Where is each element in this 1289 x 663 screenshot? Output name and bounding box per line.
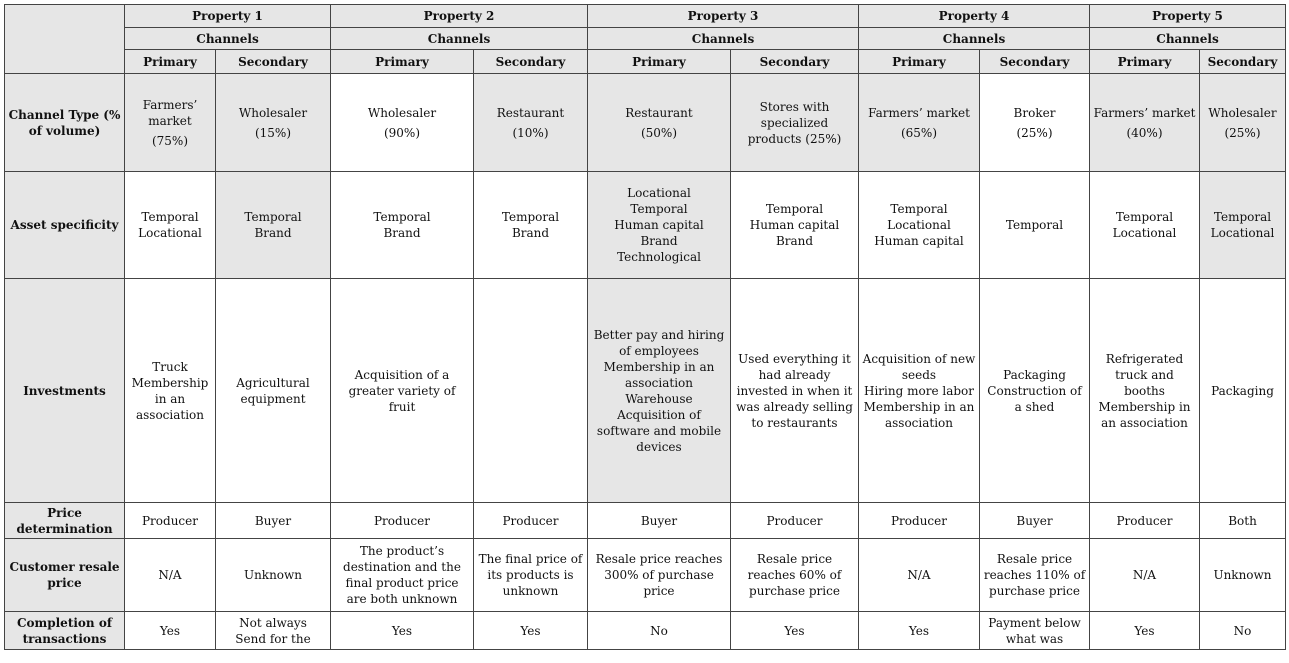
cell-text: Brand [775,234,814,248]
cell-text: (75%) [151,133,189,148]
cell-text: Temporal [141,210,199,224]
cell-text: Brand [640,234,678,248]
table-cell [731,279,859,503]
table-cell [125,539,216,612]
cell-text: Membership in an association [863,399,975,430]
table-cell [216,612,331,650]
cell-text: Buyer [640,513,678,528]
cell-text: Producer [766,513,823,528]
table-cell [474,172,588,279]
cell-text: Wholesaler [1208,105,1277,120]
table-cell [588,172,731,279]
cell-text: Locational [138,226,202,240]
table-cell [216,539,331,612]
cell-text: Temporal [1213,210,1272,224]
cell-text: Resale price reaches 60% of purchase price [747,552,842,598]
cell-text: Unknown [1213,568,1272,582]
table-cell [980,279,1090,503]
cell-text: Resale price reaches 110% of purchase price [983,552,1086,598]
cell-text: Human capital [874,234,964,248]
table-cell [1200,503,1286,539]
channels-header: Channels [125,28,331,50]
cell-text: Producer [141,513,198,528]
cell-text: (15%) [254,125,292,140]
table-cell [331,74,474,172]
cell-text: Warehouse [625,391,693,406]
table-cell [731,539,859,612]
cell-text: Locational [1210,226,1275,240]
table-cell [216,172,331,279]
cell-text: Restaurant [496,105,565,120]
cell-text: Payment below what was [988,615,1081,646]
corner-cell [5,5,125,74]
cell-text: Brand [383,226,421,240]
cell-text: Temporal [1115,210,1174,224]
cell-text: Restaurant [625,105,693,120]
table-cell [980,539,1090,612]
cell-text: Human capital [749,218,840,232]
cell-text: N/A [1132,568,1157,582]
cell-text: Buyer [1016,513,1053,528]
table-cell [859,612,980,650]
table-cell [1090,74,1200,172]
cell-text: Locational [887,218,951,232]
cell-text: No [1233,623,1252,638]
table-cell [980,612,1090,650]
cell-text: Temporal [244,210,302,224]
table-body [5,74,1286,650]
secondary-header: Secondary [731,50,859,74]
cell-text: Locational [627,186,691,200]
table-row [5,612,1286,650]
property-4-header: Property 4 [859,5,1090,28]
cell-text: Temporal [1005,218,1064,232]
cell-text: Send for the [235,631,311,646]
cell-text: Temporal [501,210,560,224]
cell-text: Farmers’ market [868,105,970,120]
cell-text: Technological [617,250,701,264]
primary-header: Primary [331,50,474,74]
cell-text: Membership in an association [131,375,209,422]
table-cell [474,74,588,172]
table-cell [1200,279,1286,503]
cell-text: Hiring more labor [864,383,974,398]
table-cell [216,279,331,503]
channels-header: Channels [1090,28,1286,50]
table-cell [331,172,474,279]
cell-text: Stores with specialized products (25%) [747,99,842,146]
cell-text: Membership in an association [1098,399,1191,430]
cell-text: (10%) [512,125,549,140]
row-label: Customer resale price [5,539,125,612]
table-cell [125,74,216,172]
cell-text: Buyer [254,513,292,528]
table-cell [731,612,859,650]
cell-text: Truck [152,359,188,374]
secondary-header: Secondary [474,50,588,74]
table-row [5,539,1286,612]
cell-text: Human capital [614,218,704,232]
table-cell [474,612,588,650]
cell-text: Producer [502,513,559,528]
cell-text: Better pay and hiring of employees [593,327,725,358]
row-label: Price determination [5,503,125,539]
cell-text: No [650,623,668,638]
cell-text: Resale price reaches 300% of purchase price [595,552,723,598]
table-cell [980,503,1090,539]
table-cell [588,503,731,539]
cell-text: Temporal [890,202,948,216]
table-cell [125,612,216,650]
table-cell [216,74,331,172]
primary-header: Primary [859,50,980,74]
property-header-row [5,5,1286,28]
cell-text: Farmers’ market [1093,105,1196,120]
table-cell [588,279,731,503]
cell-text: Not always [239,615,307,630]
cell-text: N/A [907,568,931,582]
cell-text: Membership in an association [603,359,715,390]
secondary-header: Secondary [1200,50,1286,74]
table-cell [588,74,731,172]
cell-text: (50%) [640,125,678,140]
table-cell [1200,612,1286,650]
channels-header: Channels [859,28,1090,50]
property-5-header: Property 5 [1090,5,1286,28]
table-cell [731,172,859,279]
primary-header: Primary [125,50,216,74]
cell-text: Packaging [1211,383,1274,398]
cell-text: Unknown [243,568,303,582]
table-cell [125,279,216,503]
table-cell [474,539,588,612]
table-row [5,503,1286,539]
table-cell [125,503,216,539]
row-label: Completion of transactions [5,612,125,650]
cell-text: Locational [1112,226,1177,240]
table-cell [1090,612,1200,650]
cell-text: Yes [520,623,541,638]
cell-text: Temporal [373,210,431,224]
primary-header: Primary [588,50,731,74]
table-cell [474,279,588,503]
table-cell [980,172,1090,279]
cell-text: Refrigerated truck and booths [1105,351,1184,398]
cell-text: (25%) [1224,125,1261,140]
table-cell [1200,172,1286,279]
table-cell [1090,539,1200,612]
table-cell [980,74,1090,172]
cell-text: Construction of a shed [987,383,1082,414]
table-cell [859,503,980,539]
cell-text: Agricultural equipment [236,375,310,406]
cell-text: (40%) [1126,125,1163,140]
table-cell [859,74,980,172]
cell-text: Temporal [630,202,688,216]
table-cell [216,503,331,539]
cell-text: Temporal [765,202,824,216]
cell-text: Yes [784,623,805,638]
channel-level-header-row [5,50,1286,74]
table-cell [1090,279,1200,503]
cell-text: Wholesaler [367,105,437,120]
table-cell [859,279,980,503]
cell-text: Acquisition of a greater variety of fruit [348,367,456,414]
table-cell [474,503,588,539]
table-row [5,74,1286,172]
table-row [5,279,1286,503]
cell-text: Yes [159,623,181,638]
cell-text: Yes [391,623,413,638]
cell-text: The product’s destination and the final product price are both unknown [343,544,461,606]
table-cell [125,172,216,279]
cell-text: Producer [1116,513,1173,528]
secondary-header: Secondary [216,50,331,74]
cell-text: Wholesaler [238,105,308,120]
table-row [5,172,1286,279]
cell-text: Acquisition of software and mobile devices [596,407,722,454]
cell-text: (90%) [383,125,421,140]
cell-text: Used everything it had already invested in when it was already selling to restaurants [736,351,853,430]
property-2-header: Property 2 [331,5,588,28]
cell-text: N/A [158,568,182,582]
table-cell [588,612,731,650]
table-cell [331,612,474,650]
table-cell [331,539,474,612]
row-label: Channel Type (% of volume) [5,74,125,172]
table-cell [859,172,980,279]
table-cell [731,503,859,539]
cell-text: Packaging [1003,367,1066,382]
primary-header: Primary [1090,50,1200,74]
channels-header: Channels [588,28,859,50]
cell-text: Broker [1013,105,1056,120]
channels-header: Channels [331,28,588,50]
cell-text: Brand [254,226,292,240]
table-cell [859,539,980,612]
cell-text: Acquisition of new seeds [862,351,976,382]
cell-text: Both [1228,513,1257,528]
cell-text: Producer [890,513,947,528]
table-cell [1090,172,1200,279]
table-cell [731,74,859,172]
table-cell [1200,74,1286,172]
table-cell [1200,539,1286,612]
property-1-header: Property 1 [125,5,331,28]
table-cell [1090,503,1200,539]
property-3-header: Property 3 [588,5,859,28]
cell-text: Farmers’ market [142,97,198,128]
cell-text: The final price of its products is unknown [478,552,583,598]
cell-text: (65%) [900,125,938,140]
row-label: Investments [5,279,125,503]
secondary-header: Secondary [980,50,1090,74]
cell-text: Brand [511,226,550,240]
row-label: Asset specificity [5,172,125,279]
cell-text: (25%) [1016,125,1053,140]
table-cell [588,539,731,612]
cell-text: Producer [373,513,430,528]
cell-text: Yes [908,623,930,638]
table-cell [331,279,474,503]
channels-header-row [5,28,1286,50]
comparison-table [4,4,1286,650]
table-cell [331,503,474,539]
cell-text: Yes [1134,623,1155,638]
